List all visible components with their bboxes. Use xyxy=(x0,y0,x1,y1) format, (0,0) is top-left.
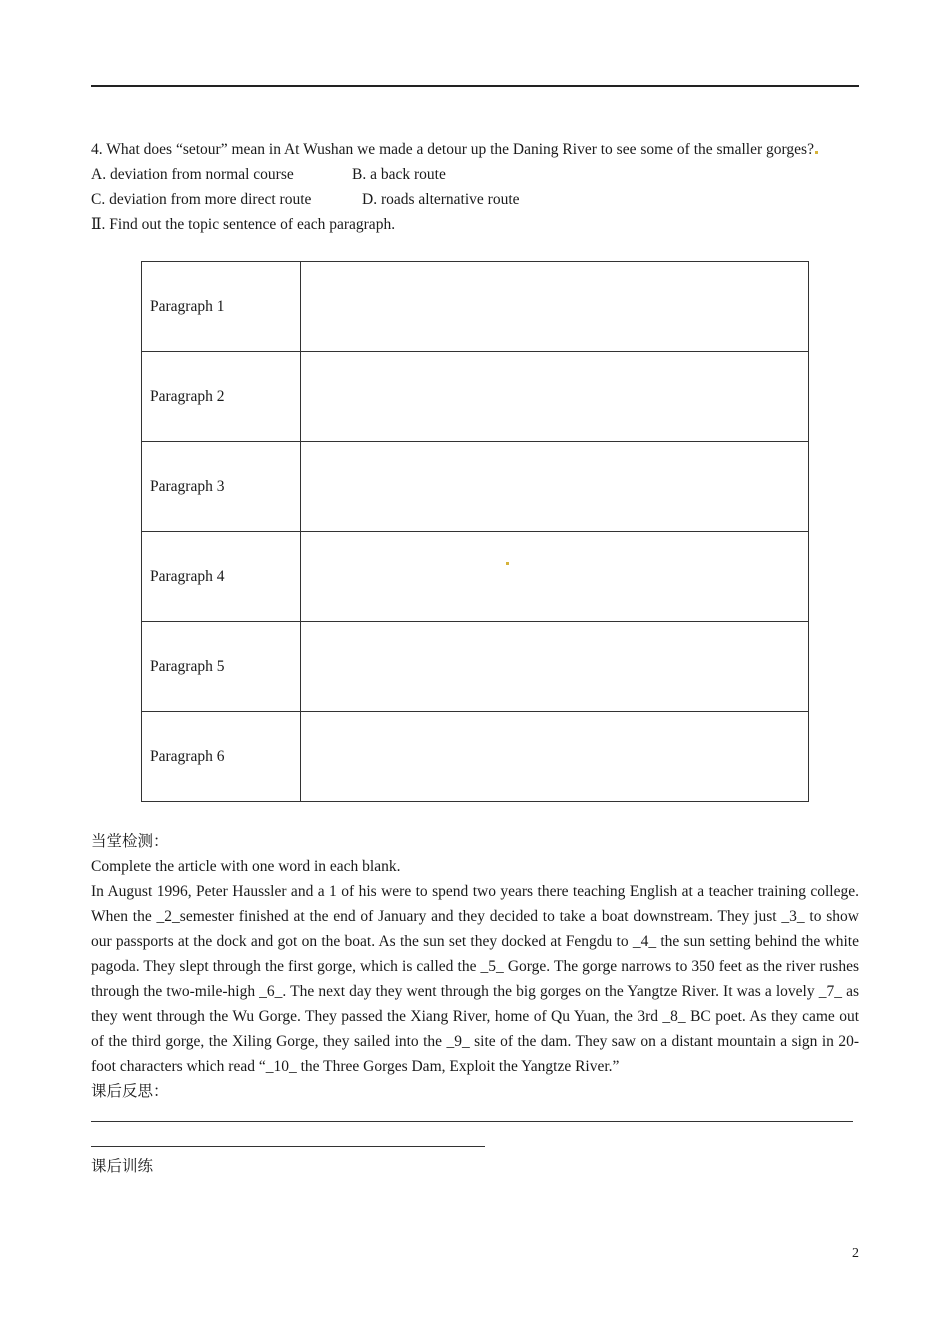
answer-cell[interactable] xyxy=(301,622,809,712)
question-4-stem xyxy=(91,137,859,162)
options-row-2 xyxy=(91,187,859,212)
paragraph-label: Paragraph 3 xyxy=(142,442,301,532)
paragraph-label: Paragraph 1 xyxy=(142,262,301,352)
section-2-heading: Ⅱ. Find out the topic sentence of each paragraph. xyxy=(91,216,396,233)
table-row xyxy=(142,622,809,712)
marker-dot xyxy=(815,151,818,154)
topic-sentence-table xyxy=(141,261,809,802)
class-check-heading: 当堂检测： xyxy=(91,833,169,850)
option-c: C. deviation from more direct route xyxy=(91,191,312,208)
marker-dot xyxy=(506,562,509,565)
cloze-instruction: Complete the article with one word in each blank. xyxy=(91,858,401,875)
question-4-block xyxy=(91,137,859,237)
answer-cell[interactable] xyxy=(301,712,809,802)
option-b: B. a back route xyxy=(352,166,446,183)
answer-cell[interactable] xyxy=(301,352,809,442)
cloze-article: In August 1996, Peter Haussler and a 1 of his were to spend two years there teaching English at a teacher training college. When the _2_semester finished at the end of January and they decided to take a boat downstream. They just _3_ to show our passports at the dock and got on the boat. As the sun set they docked at Fengdu to _4_ the sun setting behind the white pagoda. They slept through the first gorge, which is called the _5_ Gorge. The gorge narrows to 350 feet as the river rushes through the two-mile-high _6_. The next day they went through the big gorges on the Yangtze River. It was a lovely _7_ as they went through the Wu Gorge. They passed the Xiang River, home of Qu Yuan, the 3rd _8_ BC poet. As they came out of the third gorge, the Xiling Gorge, they sailed into the _9_ site of the dam. They saw on a distant mountain a sign in 20-foot characters which read “_10_ the Three Gorges Dam, Exploit the Yangtze River.” xyxy=(91,883,859,1075)
paragraph-label: Paragraph 4 xyxy=(142,532,301,622)
class-check-block xyxy=(91,829,859,1179)
training-heading: 课后训练 xyxy=(91,1158,154,1175)
reflection-heading: 课后反思： xyxy=(91,1083,169,1100)
table-row xyxy=(142,262,809,352)
options-row-1 xyxy=(91,162,859,187)
header-rule xyxy=(91,85,859,87)
reflection-line-1[interactable] xyxy=(91,1104,859,1129)
option-a: A. deviation from normal course xyxy=(91,166,294,183)
page-number: 2 xyxy=(852,1246,859,1261)
table-row xyxy=(142,442,809,532)
answer-cell[interactable] xyxy=(301,262,809,352)
table-row xyxy=(142,352,809,442)
option-d: D. roads alternative route xyxy=(362,191,520,208)
paragraph-label: Paragraph 6 xyxy=(142,712,301,802)
answer-cell[interactable] xyxy=(301,532,809,622)
reflection-line-2[interactable] xyxy=(91,1129,859,1154)
table-row xyxy=(142,532,809,622)
answer-cell[interactable] xyxy=(301,442,809,532)
paragraph-label: Paragraph 5 xyxy=(142,622,301,712)
paragraph-label: Paragraph 2 xyxy=(142,352,301,442)
question-4-stem-text: 4. What does “setour” mean in At Wushan we made a detour up the Daning River to see some of the smaller gorges? xyxy=(91,141,814,158)
table-row xyxy=(142,712,809,802)
